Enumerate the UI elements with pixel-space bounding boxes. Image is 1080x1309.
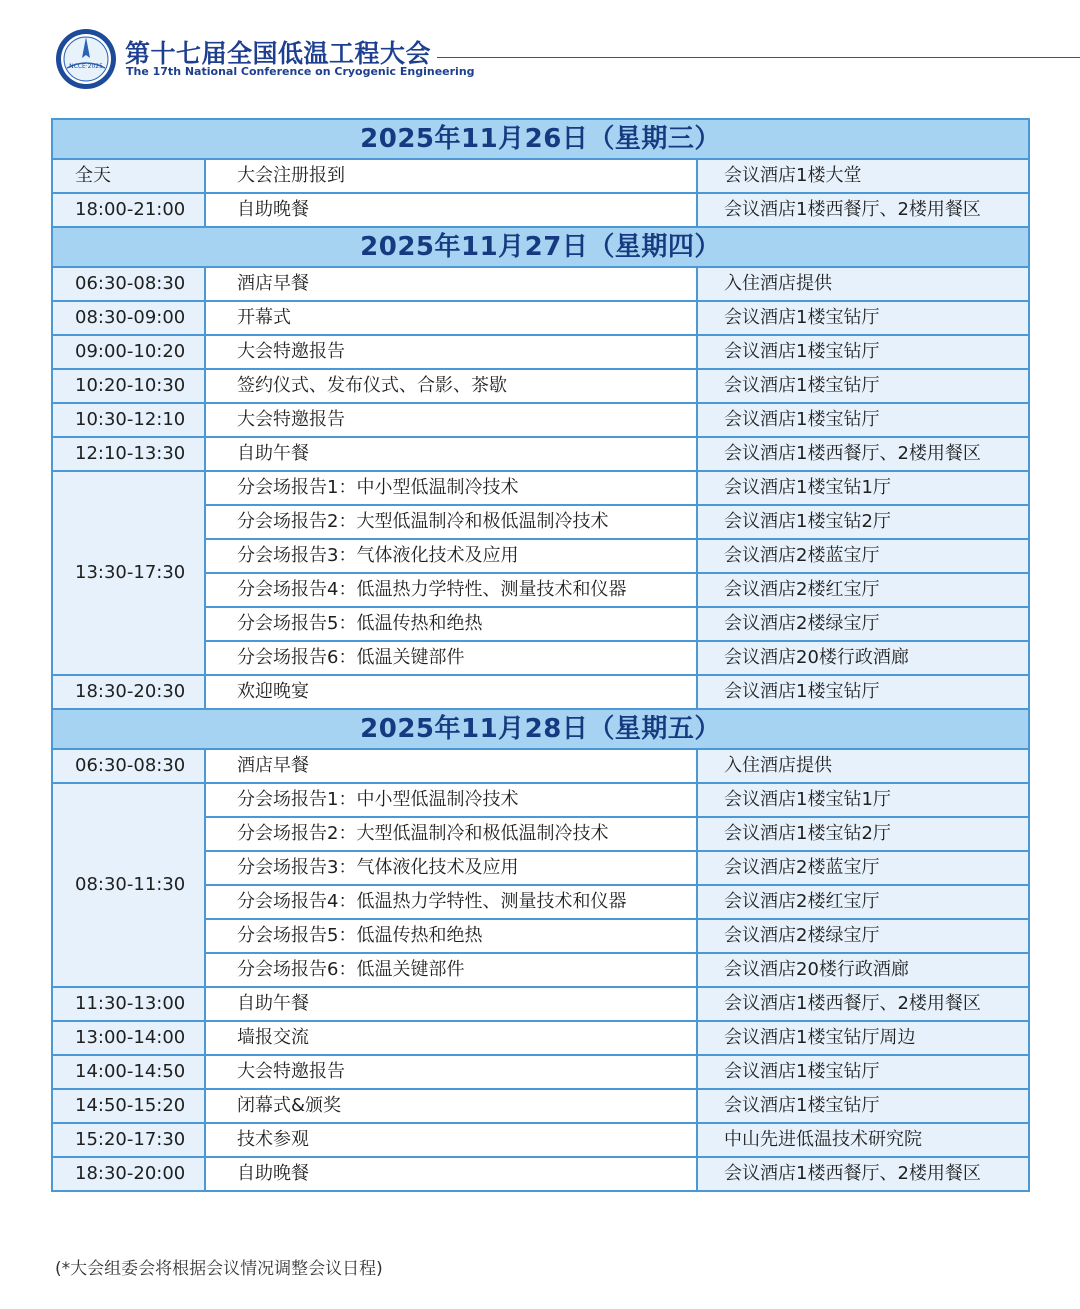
time-cell: 11:30-13:00 (52, 987, 205, 1021)
venue-cell: 中山先进低温技术研究院 (697, 1123, 1029, 1157)
schedule-row (52, 369, 1029, 403)
venue-cell: 会议酒店1楼西餐厅、2楼用餐区 (697, 1157, 1029, 1191)
time-cell: 12:10-13:30 (52, 437, 205, 471)
schedule-row (52, 403, 1029, 437)
venue-cell: 会议酒店2楼蓝宝厅 (697, 851, 1029, 885)
venue-cell: 会议酒店1楼大堂 (697, 159, 1029, 193)
venue-cell: 会议酒店2楼红宝厅 (697, 885, 1029, 919)
time-cell: 09:00-10:20 (52, 335, 205, 369)
venue-cell: 会议酒店1楼宝钻厅周边 (697, 1021, 1029, 1055)
day-date: 2025年11月27日（星期四） (52, 227, 1029, 267)
day-date: 2025年11月28日（星期五） (52, 709, 1029, 749)
venue-cell: 会议酒店1楼西餐厅、2楼用餐区 (697, 193, 1029, 227)
schedule-row (52, 193, 1029, 227)
time-cell: 08:30-11:30 (52, 783, 205, 987)
day-date: 2025年11月26日（星期三） (52, 119, 1029, 159)
venue-cell: 会议酒店1楼宝钻厅 (697, 369, 1029, 403)
event-cell: 自助晚餐 (205, 193, 697, 227)
conference-logo-icon (55, 28, 117, 90)
venue-cell: 会议酒店1楼宝钻1厅 (697, 471, 1029, 505)
event-cell: 自助午餐 (205, 437, 697, 471)
event-cell: 分会场报告5：低温传热和绝热 (205, 919, 697, 953)
schedule-note: (*大会组委会将根据会议情况调整会议日程) (55, 1259, 383, 1279)
event-cell: 分会场报告2：大型低温制冷和极低温制冷技术 (205, 505, 697, 539)
header-divider (437, 57, 1080, 58)
venue-cell: 会议酒店1楼宝钻厅 (697, 675, 1029, 709)
venue-cell: 会议酒店1楼宝钻厅 (697, 301, 1029, 335)
venue-cell: 入住酒店提供 (697, 749, 1029, 783)
event-cell: 分会场报告4：低温热力学特性、测量技术和仪器 (205, 885, 697, 919)
event-cell: 技术参观 (205, 1123, 697, 1157)
venue-cell: 会议酒店1楼西餐厅、2楼用餐区 (697, 987, 1029, 1021)
conference-title-zh: 第十七届全国低温工程大会 (125, 39, 432, 68)
venue-cell: 会议酒店1楼宝钻2厅 (697, 505, 1029, 539)
schedule-body (52, 119, 1029, 1191)
day-header-row (52, 709, 1029, 749)
event-cell: 酒店早餐 (205, 267, 697, 301)
event-cell: 大会特邀报告 (205, 403, 697, 437)
event-cell: 分会场报告3：气体液化技术及应用 (205, 539, 697, 573)
schedule-row (52, 1089, 1029, 1123)
event-cell: 欢迎晚宴 (205, 675, 697, 709)
venue-cell: 会议酒店2楼蓝宝厅 (697, 539, 1029, 573)
time-cell: 13:00-14:00 (52, 1021, 205, 1055)
schedule-row (52, 749, 1029, 783)
time-cell: 全天 (52, 159, 205, 193)
event-cell: 分会场报告6：低温关键部件 (205, 641, 697, 675)
header (0, 0, 1080, 100)
time-cell: 15:20-17:30 (52, 1123, 205, 1157)
schedule-row (52, 159, 1029, 193)
time-cell: 14:00-14:50 (52, 1055, 205, 1089)
venue-cell: 会议酒店1楼西餐厅、2楼用餐区 (697, 437, 1029, 471)
venue-cell: 会议酒店1楼宝钻厅 (697, 1089, 1029, 1123)
logo-text: NCCE·2025 (69, 63, 103, 70)
event-cell: 分会场报告4：低温热力学特性、测量技术和仪器 (205, 573, 697, 607)
time-cell: 08:30-09:00 (52, 301, 205, 335)
venue-cell: 会议酒店20楼行政酒廊 (697, 641, 1029, 675)
time-cell: 13:30-17:30 (52, 471, 205, 675)
venue-cell: 会议酒店1楼宝钻2厅 (697, 817, 1029, 851)
event-cell: 分会场报告5：低温传热和绝热 (205, 607, 697, 641)
schedule-table (51, 118, 1030, 1192)
schedule-row (52, 471, 1029, 505)
event-cell: 大会注册报到 (205, 159, 697, 193)
time-cell: 18:30-20:30 (52, 675, 205, 709)
time-cell: 06:30-08:30 (52, 749, 205, 783)
time-cell: 10:30-12:10 (52, 403, 205, 437)
schedule-row (52, 783, 1029, 817)
event-cell: 墙报交流 (205, 1021, 697, 1055)
time-cell: 18:00-21:00 (52, 193, 205, 227)
event-cell: 闭幕式&颁奖 (205, 1089, 697, 1123)
event-cell: 分会场报告6：低温关键部件 (205, 953, 697, 987)
schedule-row (52, 1021, 1029, 1055)
schedule-row (52, 335, 1029, 369)
time-cell: 10:20-10:30 (52, 369, 205, 403)
schedule-row (52, 437, 1029, 471)
event-cell: 分会场报告3：气体液化技术及应用 (205, 851, 697, 885)
venue-cell: 会议酒店1楼宝钻厅 (697, 335, 1029, 369)
event-cell: 自助午餐 (205, 987, 697, 1021)
venue-cell: 会议酒店1楼宝钻厅 (697, 403, 1029, 437)
venue-cell: 会议酒店2楼绿宝厅 (697, 607, 1029, 641)
schedule-row (52, 267, 1029, 301)
time-cell: 06:30-08:30 (52, 267, 205, 301)
schedule-row (52, 1157, 1029, 1191)
event-cell: 酒店早餐 (205, 749, 697, 783)
event-cell: 签约仪式、发布仪式、合影、茶歇 (205, 369, 697, 403)
event-cell: 自助晚餐 (205, 1157, 697, 1191)
venue-cell: 会议酒店2楼红宝厅 (697, 573, 1029, 607)
day-header-row (52, 119, 1029, 159)
time-cell: 18:30-20:00 (52, 1157, 205, 1191)
event-cell: 开幕式 (205, 301, 697, 335)
event-cell: 分会场报告2：大型低温制冷和极低温制冷技术 (205, 817, 697, 851)
time-cell: 14:50-15:20 (52, 1089, 205, 1123)
venue-cell: 入住酒店提供 (697, 267, 1029, 301)
event-cell: 大会特邀报告 (205, 335, 697, 369)
day-header-row (52, 227, 1029, 267)
schedule-row (52, 1055, 1029, 1089)
venue-cell: 会议酒店1楼宝钻1厅 (697, 783, 1029, 817)
schedule-row (52, 301, 1029, 335)
schedule-row (52, 675, 1029, 709)
conference-title-en: The 17th National Conference on Cryogenic Engineering (126, 65, 475, 78)
venue-cell: 会议酒店2楼绿宝厅 (697, 919, 1029, 953)
event-cell: 大会特邀报告 (205, 1055, 697, 1089)
schedule-row (52, 987, 1029, 1021)
event-cell: 分会场报告1：中小型低温制冷技术 (205, 471, 697, 505)
venue-cell: 会议酒店1楼宝钻厅 (697, 1055, 1029, 1089)
event-cell: 分会场报告1：中小型低温制冷技术 (205, 783, 697, 817)
venue-cell: 会议酒店20楼行政酒廊 (697, 953, 1029, 987)
schedule-row (52, 1123, 1029, 1157)
